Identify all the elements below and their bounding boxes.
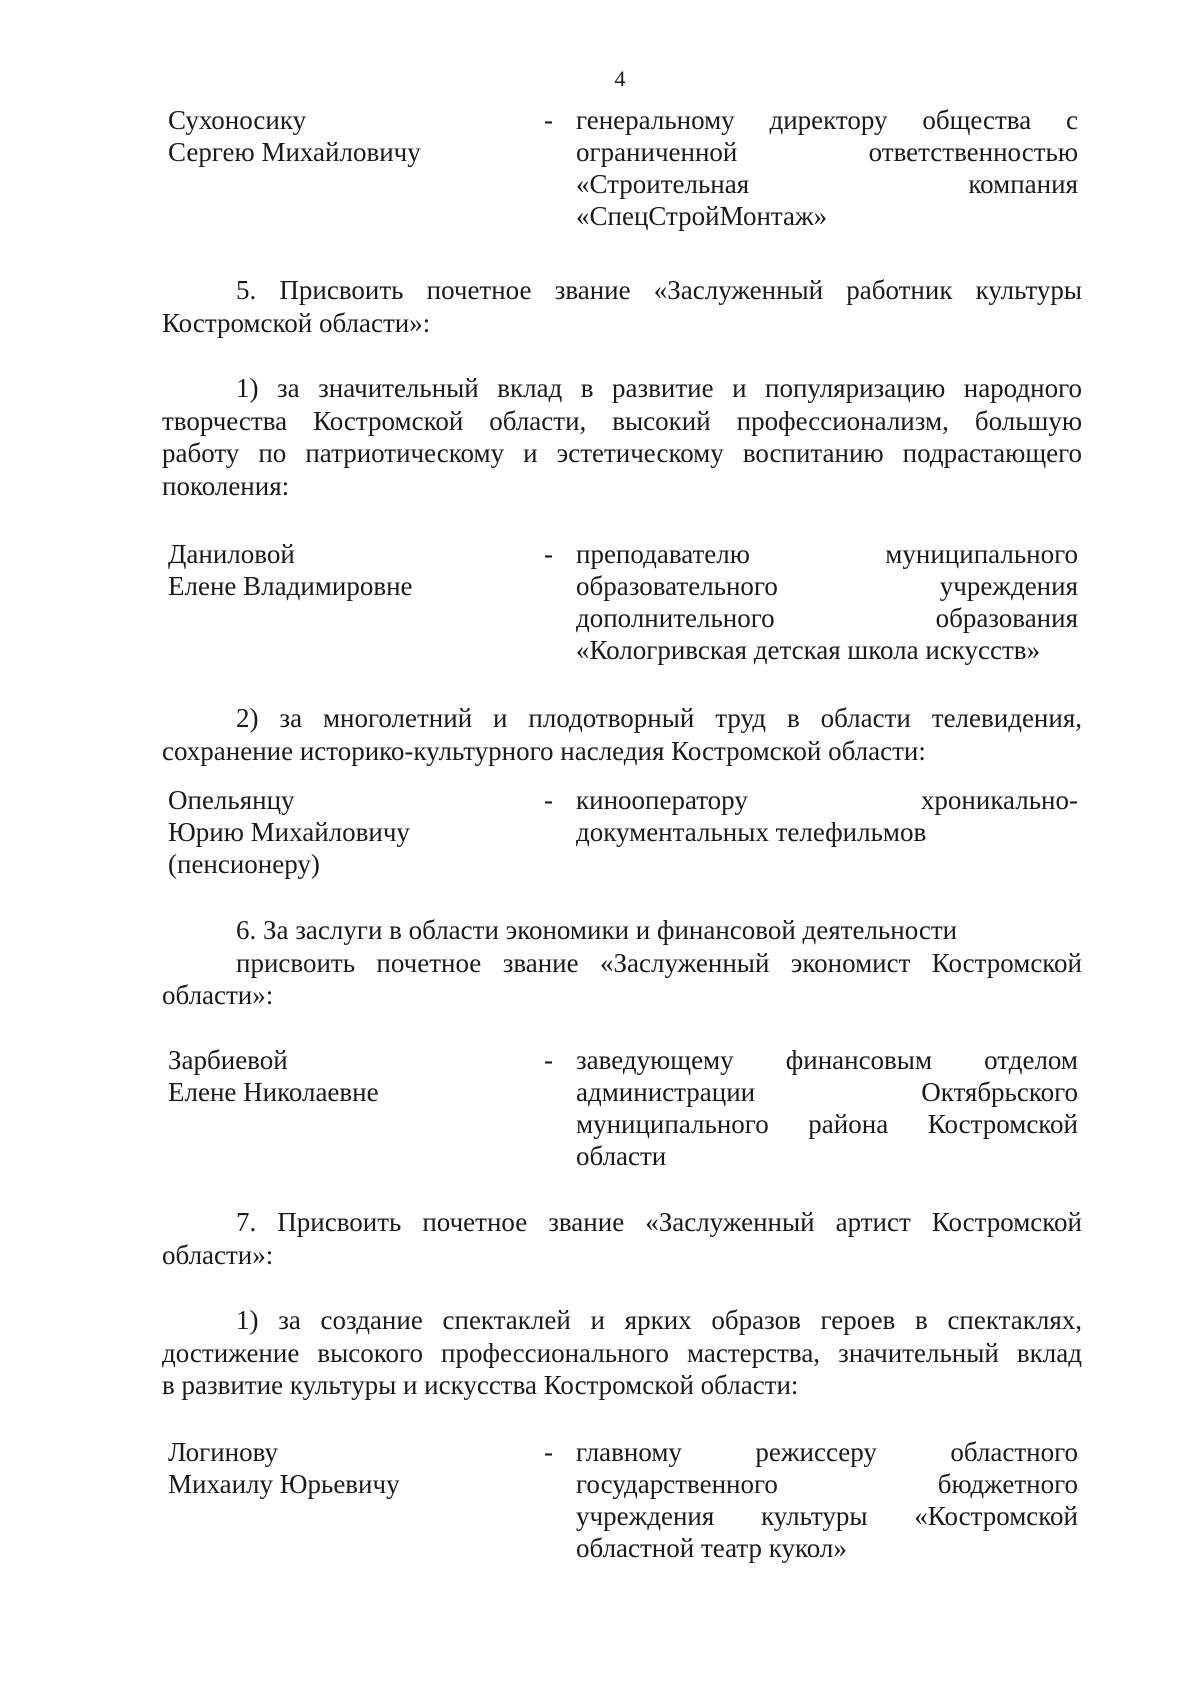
recipient-position-line: государственного бюджетного xyxy=(576,1469,1078,1499)
recipient-position-line: кинооператору хроникально- xyxy=(576,785,1078,815)
paragraph-line: Костромской области»: xyxy=(162,307,431,338)
recipient-position-line: дополнительного образования xyxy=(576,603,1078,633)
recipient-position-line: генеральному директору общества с xyxy=(576,105,1078,135)
paragraph-line: области»: xyxy=(162,1239,274,1270)
recipient-name-line: Юрию Михайловичу xyxy=(168,817,410,847)
paragraph-line: в развитие культуры и искусства Костромской области: xyxy=(162,1370,799,1400)
recipient-name-line: Елене Владимировне xyxy=(168,571,413,601)
recipient-position-line: муниципального района Костромской xyxy=(576,1109,1078,1139)
recipient-position-line: заведующему финансовым отделом xyxy=(576,1045,1078,1075)
recipient-name-line: Сухоносику xyxy=(168,105,307,135)
paragraph-line: 2) за многолетний и плодотворный труд в области телевидения, xyxy=(236,703,1082,733)
recipient-position xyxy=(576,784,1078,848)
recipient-position-line: ограниченной ответственностью xyxy=(576,137,1078,167)
recipient-position-line: «СпецСтройМонтаж» xyxy=(576,201,828,231)
recipient-position-line: учреждения культуры «Костромской xyxy=(576,1501,1078,1531)
recipient-name-line: (пенсионеру) xyxy=(168,849,320,879)
paragraph-line: сохранение историко-культурного наследия Костромской области: xyxy=(162,735,926,766)
recipient-name-line: Зарбиевой xyxy=(168,1045,288,1075)
recipient-position xyxy=(576,1044,1078,1172)
entry-dash: - xyxy=(544,539,553,569)
paragraph-line: достижение высокого профессионального мастерства, значительный вклад xyxy=(162,1337,1082,1368)
recipient-position-line: «Строительная компания xyxy=(576,169,1078,199)
recipient-name-line: Михаилу Юрьевичу xyxy=(168,1469,400,1499)
recipient-position-line: администрации Октябрьского xyxy=(576,1077,1078,1107)
recipient-name xyxy=(168,538,528,602)
section-5-2-paragraph xyxy=(162,702,1082,767)
recipient-name-line: Даниловой xyxy=(168,539,295,569)
paragraph-line: 6. За заслуги в области экономики и финансовой деятельности xyxy=(236,915,958,945)
entry-dash: - xyxy=(544,1045,553,1075)
paragraph-line: 5. Присвоить почетное звание «Заслуженный работник культуры xyxy=(236,275,1082,305)
recipient-position-line: областной театр кукол» xyxy=(576,1533,847,1563)
section-7-paragraph xyxy=(162,1206,1082,1271)
entry-dash: - xyxy=(544,105,553,135)
recipient-name-line: Логинову xyxy=(168,1437,278,1467)
recipient-name-line: Опельянцу xyxy=(168,785,295,815)
recipient-position-line: области xyxy=(576,1141,667,1171)
recipient-position-line: образовательного учреждения xyxy=(576,571,1078,601)
recipient-position-line: «Кологривская детская школа искусств» xyxy=(576,635,1041,665)
recipient-position-line: главному режиссеру областного xyxy=(576,1437,1078,1467)
recipient-name xyxy=(168,104,528,168)
paragraph-line: поколения: xyxy=(162,470,290,501)
recipient-position xyxy=(576,538,1078,666)
section-5-1-paragraph xyxy=(162,372,1082,502)
entry-dash: - xyxy=(544,1437,553,1467)
recipient-position xyxy=(576,104,1078,232)
recipient-name-line: Елене Николаевне xyxy=(168,1077,379,1107)
recipient-position-line: преподавателю муниципального xyxy=(576,539,1078,569)
paragraph-line: 1) за значительный вклад в развитие и популяризацию народного xyxy=(236,373,1082,403)
paragraph-line: 7. Присвоить почетное звание «Заслуженный артист Костромской xyxy=(236,1207,1082,1237)
recipient-name-line: Сергею Михайловичу xyxy=(168,137,421,167)
paragraph-line: работу по патриотическому и эстетическому воспитанию подрастающего xyxy=(162,438,1082,468)
paragraph-line: области»: xyxy=(162,980,274,1010)
section-5-paragraph xyxy=(162,274,1082,339)
section-7-1-paragraph xyxy=(162,1304,1082,1402)
paragraph-line: присвоить почетное звание «Заслуженный экономист Костромской xyxy=(236,947,1082,978)
section-6-paragraph xyxy=(162,914,1082,1012)
paragraph-line: 1) за создание спектаклей и ярких образов героев в спектаклях, xyxy=(236,1305,1082,1335)
recipient-position-line: документальных телефильмов xyxy=(576,817,927,847)
recipient-position xyxy=(576,1436,1078,1564)
recipient-name xyxy=(168,784,528,880)
recipient-name xyxy=(168,1044,528,1108)
entry-dash: - xyxy=(544,785,553,815)
paragraph-line: творчества Костромской области, высокий профессионализм, большую xyxy=(162,405,1082,436)
page-number: 4 xyxy=(614,66,626,91)
recipient-name xyxy=(168,1436,528,1500)
